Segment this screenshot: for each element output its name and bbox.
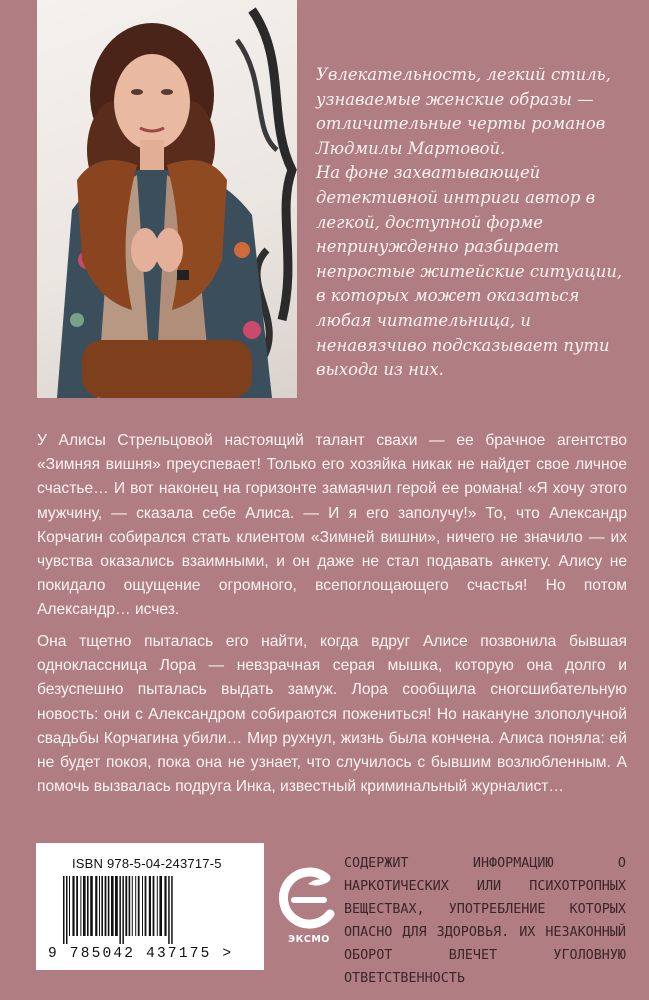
- barcode-bar: [90, 876, 93, 936]
- eksmo-logo-icon: [272, 862, 346, 944]
- barcode-bar: [129, 876, 131, 936]
- annotation-paragraph-1: У Алисы Стрельцовой настоящий талант свахи — ее брачное агентство «Зимняя вишня» преуспевает! Только его хозяйка никак не найдет свое личное счастье… И вот наконец на горизонте замаячил герой ее романа! «Я хочу этого мужчину, — сказала себе Алиса. — И я его заполучу!» То, что Александр Корчагин собирался стать клиентом «Зимней вишни», ничего не значило — их чувства оказались взаимными, и он даже не стал подавать анкету. Алису не покидало ощущение огромного, всепоглощающего счастья! Но потом Александр… исчез.: [37, 432, 627, 619]
- barcode-bar: [145, 876, 147, 936]
- barcode-bar: [159, 876, 162, 936]
- barcode-bar: [69, 876, 70, 936]
- legal-warning: СОДЕРЖИТ ИНФОРМАЦИЮ О НАРКОТИЧЕСКИХ ИЛИ ПСИХОТРОПНЫХ ВЕЩЕСТВАХ, УПОТРЕБЛЕНИЕ КОТОРЫХ ОПАСНО ДЛЯ ЗДОРОВЬЯ. ИХ НЕЗАКОННЫЙ ОБОРОТ ВЛЕЧЕТ УГОЛОВНУЮ ОТВЕТСТВЕННОСТЬ: [344, 856, 626, 986]
- barcode-bar: [138, 876, 140, 936]
- barcode-bar: [149, 876, 151, 936]
- barcode-bar: [111, 876, 114, 936]
- quote-paragraph-1: Увлекательность, легкий стиль, узнаваемые женские образы — отличительные черты романов Людмилы Мартовой.: [316, 65, 611, 158]
- barcode-bar: [171, 876, 173, 944]
- barcode-bar: [125, 876, 127, 936]
- barcode-bar: [66, 876, 68, 944]
- barcode-panel: [36, 843, 264, 970]
- barcode-bar: [95, 876, 97, 936]
- barcode-bar: [105, 876, 107, 936]
- author-photo: [37, 0, 297, 398]
- barcode-bar: [119, 876, 121, 944]
- barcode-bar: [87, 876, 89, 936]
- ean-digits: 9 785042 437175 >: [48, 946, 234, 962]
- author-quote: [316, 63, 636, 383]
- publisher-name: ЭКСМО: [288, 934, 330, 945]
- barcode-bar: [72, 876, 74, 936]
- barcode-bar: [142, 876, 143, 936]
- barcode-bar: [164, 876, 166, 936]
- author-portrait-illustration: [37, 0, 297, 398]
- barcode-bar: [99, 876, 100, 936]
- barcode-bar: [153, 876, 155, 936]
- barcode-bar: [108, 876, 110, 936]
- barcode-bar: [63, 876, 65, 944]
- quote-paragraph-2: На фоне захватывающей детективной интриги автор в легкой, доступной форме непринужденно разбирает непростые житейские ситуации, в которых может оказаться любая читательница, и ненавязчиво подсказывает пути выхода из них.: [316, 163, 623, 380]
- barcode-bar: [80, 876, 81, 936]
- barcode-bar: [157, 876, 158, 936]
- barcode-bar: [132, 876, 133, 936]
- barcode-bar: [115, 876, 118, 936]
- barcode-bar: [168, 876, 170, 944]
- barcode-bar: [122, 876, 124, 944]
- barcode-bars: [63, 876, 237, 944]
- barcode-bar: [101, 876, 103, 936]
- barcode-bar: [76, 876, 78, 936]
- barcode-bar: [135, 876, 136, 936]
- barcode-bar: [83, 876, 86, 936]
- isbn-label: ISBN 978-5-04-243717-5: [72, 856, 222, 871]
- annotation-paragraph-2: Она тщетно пыталась его найти, когда вдруг Алисе позвонила бывшая одноклассница Лора — невзрачная серая мышка, которую она долго и безуспешно пыталась выдать замуж. Лора сообщила сногсшибательную новость: они с Александром собираются пожениться! Но накануне злополучной свадьбы Корчагина убили… Мир рухнул, жизнь была кончена. Алиса поняла: ей не будет покоя, пока она не узнает, что случилось с бывшим возлюбленным. А помочь вызвалась подруга Инка, известный криминальный журналист…: [37, 633, 627, 796]
